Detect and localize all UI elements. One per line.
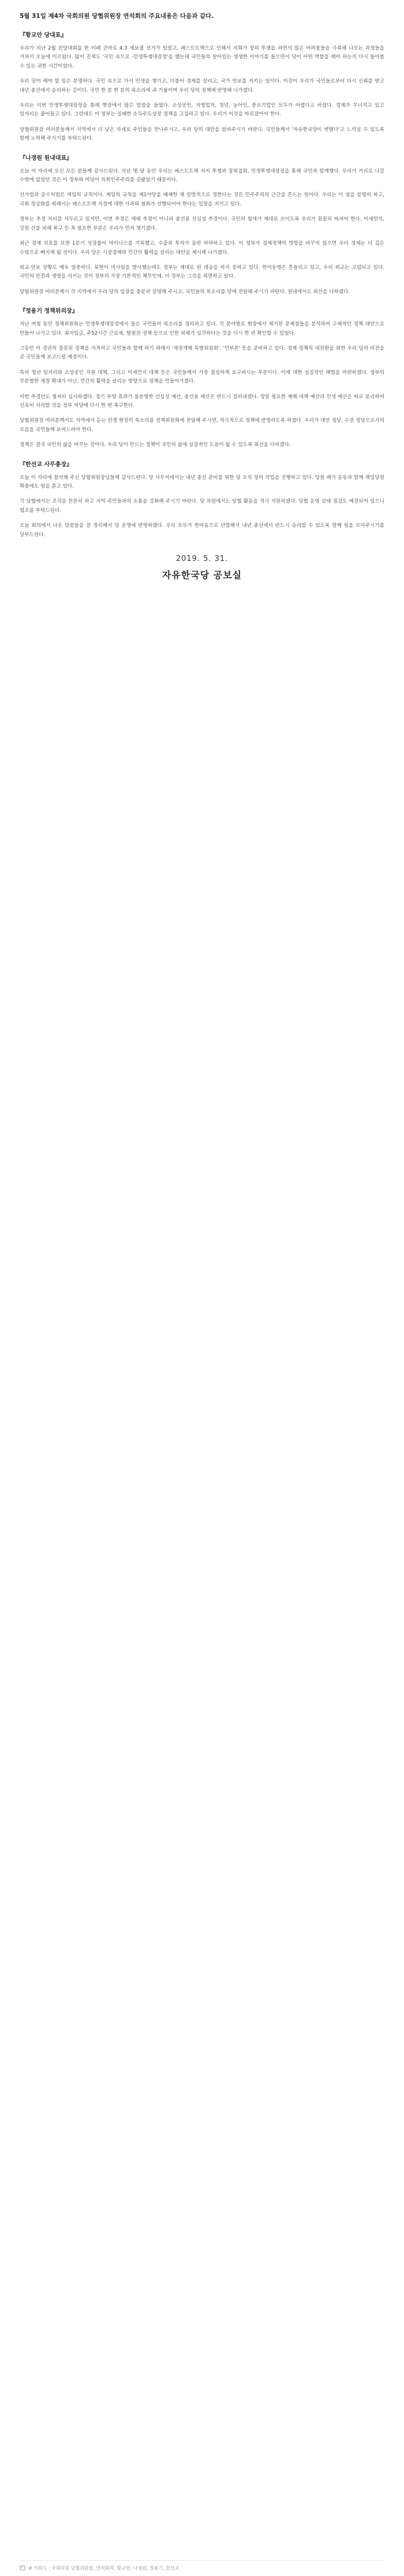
issuing-organization: 자유한국당 공보실 xyxy=(162,570,242,581)
section-paragraph: 그동안 이 정권의 잘못된 정책을 지적하고 국민들과 함께 하기 위해서 '재정개혁 특별위원회', '민부론' 등을 준비하고 있다. 경제 정책의 대전환을 위한 우리 당의 비전을 곧 국민들께 보고드릴 예정이다. xyxy=(20,345,384,361)
section-paragraph: 선거법과 공수처법은 게임의 규칙이다. 게임의 규칙을 제1야당을 배제한 채 일방적으로 정한다는 것은 민주주의의 근간을 흔드는 일이다. 우리는 이 점을 분명히 하고, 국회 정상화를 위해서는 패스트트랙 지정에 대한 사과와 철회가 선행되어야 한다는 입장을 지키고 있다. xyxy=(20,192,384,207)
section-title: 『정용기 정책위의장』 xyxy=(20,308,78,315)
section-paragraph: 정부는 추경 처리를 서두르고 있지만, 이번 추경은 재해 추경이 아니라 총선용 선심성 추경이다. 국민의 혈세가 제대로 쓰이도록 우리가 꼼꼼히 따져야 한다. 미세먼지, 강원 산불 피해 복구 등 꼭 필요한 부분은 우리가 먼저 챙기겠다. xyxy=(20,216,384,231)
section-title: 『나경원 원내대표』 xyxy=(20,155,73,162)
keyword-footer xyxy=(20,2560,384,2573)
release-date: 2019. 5. 31. xyxy=(175,555,229,564)
section-paragraph: 지난 며칠 동안 정책위원회는 민생투쟁대장정에서 들은 국민들의 목소리를 정리하고 있다. 각 분야별로 현장에서 제기된 문제점들을 분석하여 구체적인 정책 대안으로 만들어 나가고 있다. 최저임금, 주52시간 근로제, 탈원전 정책 등으로 인한 피해가 심각하다는 것을 다시 한 번 확인할 수 있었다. xyxy=(20,321,384,336)
section-title: 『황교안 당대표』 xyxy=(20,32,67,39)
sections-container xyxy=(20,31,384,540)
section-paragraph: 당협위원장 여러분들께서 지역에서 더 낮은 자세로 주민들을 만나주시고, 우리 당의 대안을 알려주시기 바란다. 국민들께서 '자유한국당이 변했다'고 느끼실 수 있도록 함께 노력해 주시기를 부탁드린다. xyxy=(20,126,384,142)
section-paragraph: 오늘 이 자리에 오신 모든 분들께 감사드린다. 지난 몇 달 동안 우리는 패스트트랙 저지 투쟁과 장외집회, 민생투쟁대장정을 통해 국민과 함께했다. 우리가 거리로 나갈 수밖에 없었던 것은 이 정부와 여당이 의회민주주의를 짓밟았기 때문이다. xyxy=(20,168,384,184)
section-title: 『한선교 사무총장』 xyxy=(20,461,73,468)
section-paragraph: 우리가 지난 2월 전당대회를 한 이래 곧바로 4.3 재보궐 선거가 있었고, 패스트트랙으로 인해서 저희가 장외 투쟁을 하면서 많은 어려움들을 극복해 나오는 과정들을 거쳐서 오늘에 이르렀다. 많이 진척도 '국민 속으로 -민생투쟁대장정'을 했는데 국민들의 살아있는 생생한 이야기를 들으면서 당이 어떤 역할을 해야 하는지 다시 돌아볼 수 있는 귀한 시간이었다. xyxy=(20,46,384,69)
tag-icon xyxy=(20,2565,25,2571)
section-paragraph: 당협위원장 여러분께서도 지역에서 듣는 민생 현장의 목소리를 정책위원회에 전달해 주시면, 적극적으로 정책에 반영하도록 하겠다. 우리가 대안 정당, 수권 정당으로서의 모습을 국민들께 보여드려야 한다. xyxy=(20,418,384,433)
section-paragraph: 당협위원장 여러분께서 각 지역에서 우리 당의 입장을 충분히 설명해 주시고, 국민들의 목소리를 당에 전달해 주시기 바란다. 원내에서도 최선을 다하겠다. xyxy=(20,289,350,295)
section-paragraph: 오늘 이 자리에 참석해 주신 당협위원장님들께 감사드린다. 당 사무처에서는 내년 총선 준비를 위한 당 조직 정비 작업을 진행하고 있다. 당원 배가 운동과 함께 책임당원 확충에도 힘을 쏟고 있다. xyxy=(20,474,384,489)
section-paragraph: 특히 청년 일자리와 소상공인 지원 대책, 그리고 미세먼지 대책 등은 국민들께서 가장 절실하게 요구하시는 부분이다. 이에 대한 실질적인 해법을 마련하겠다. 정부의 무분별한 재정 확대가 아닌, 민간의 활력을 살리는 방향으로 정책을 만들어가겠다. xyxy=(20,369,384,385)
section-paragraph: 우리는 이번 민생투쟁대장정을 통해 현장에서 많은 말씀을 들었다. 소상공인, 자영업자, 청년, 농어민, 중소기업인 모두가 어렵다고 하셨다. 경제가 무너지고 있고 일자리는 줄어들고 있다. 그런데도 이 정부는 실패한 소득주도성장 정책을 고집하고 있다. 우리가 이것을 바로잡아야 한다. xyxy=(20,103,384,118)
keyword-tags: # 키워드 : 국회의원 당협위원장, 연석회의, 황교안, 나경원, 정용기, 한선교 xyxy=(28,2565,179,2571)
section-paragraph: 외교·안보 상황도 매우 엄중하다. 북한이 미사일을 발사했는데도 정부는 제대로 된 대응을 하지 못하고 있다. 한미동맹은 흔들리고 있고, 우리 외교는 고립되고 있다. 국민의 안전과 생명을 지키는 것이 정부의 가장 기본적인 책무인데, 이 정부는 그것을 외면하고 있다. xyxy=(20,264,384,280)
section-paragraph: 우리 당이 해야 할 일은 분명하다. 국민 속으로 가서 민생을 챙기고, 더불어 경제를 살리고, 국가 안보를 지키는 일이다. 이것이 우리가 국민들로부터 다시 신뢰를 받고 내년 총선에서 승리하는 길이다. 국민 한 분 한 분의 목소리에 귀 기울이며 우리 당의 정책에 반영해 나가겠다. xyxy=(20,78,384,93)
section-paragraph: 이번 추경안도 철저히 심사하겠다. 경기 부양 효과가 불분명한 선심성 예산, 총선용 예산은 반드시 걸러내겠다. 정말 필요한 재해 대책 예산과 민생 예산은 따로 분리하여 신속히 처리할 것을 정부 여당에 다시 한 번 촉구한다. xyxy=(20,394,384,409)
section-paragraph: 각 당협에서는 조직을 튼튼히 하고 지역 주민들과의 소통을 강화해 주시기 바란다. 당 차원에서도 당협 활동을 적극 지원하겠다. 당협 운영 실태 점검도 예정되어 있으니 협조를 부탁드린다. xyxy=(20,499,384,514)
headline: 5월 31일 제4차 국회의원 당협위원장 연석회의 주요내용은 다음과 같다. xyxy=(20,13,214,20)
section-paragraph: 오늘 회의에서 나온 말씀들을 잘 정리해서 당 운영에 반영하겠다. 우리 모두가 한마음으로 단합해서 내년 총선에서 반드시 승리할 수 있도록 함께 힘을 모아주시기를 당부드린다. xyxy=(20,523,384,538)
section-paragraph: 정책은 결국 국민의 삶을 바꾸는 것이다. 우리 당이 만드는 정책이 국민의 삶에 실질적인 도움이 될 수 있도록 최선을 다하겠다. xyxy=(20,442,291,448)
section-paragraph: 최근 경제 지표를 보면 1분기 성장률이 마이너스를 기록했고, 수출과 투자가 동반 하락하고 있다. 이 정부가 경제정책의 방향을 바꾸지 않으면 우리 경제는 더 깊은 수렁으로 빠지게 될 것이다. 우리 당은 시장경제와 민간의 활력을 살리는 대안을 제시해 나가겠다. xyxy=(20,241,384,256)
